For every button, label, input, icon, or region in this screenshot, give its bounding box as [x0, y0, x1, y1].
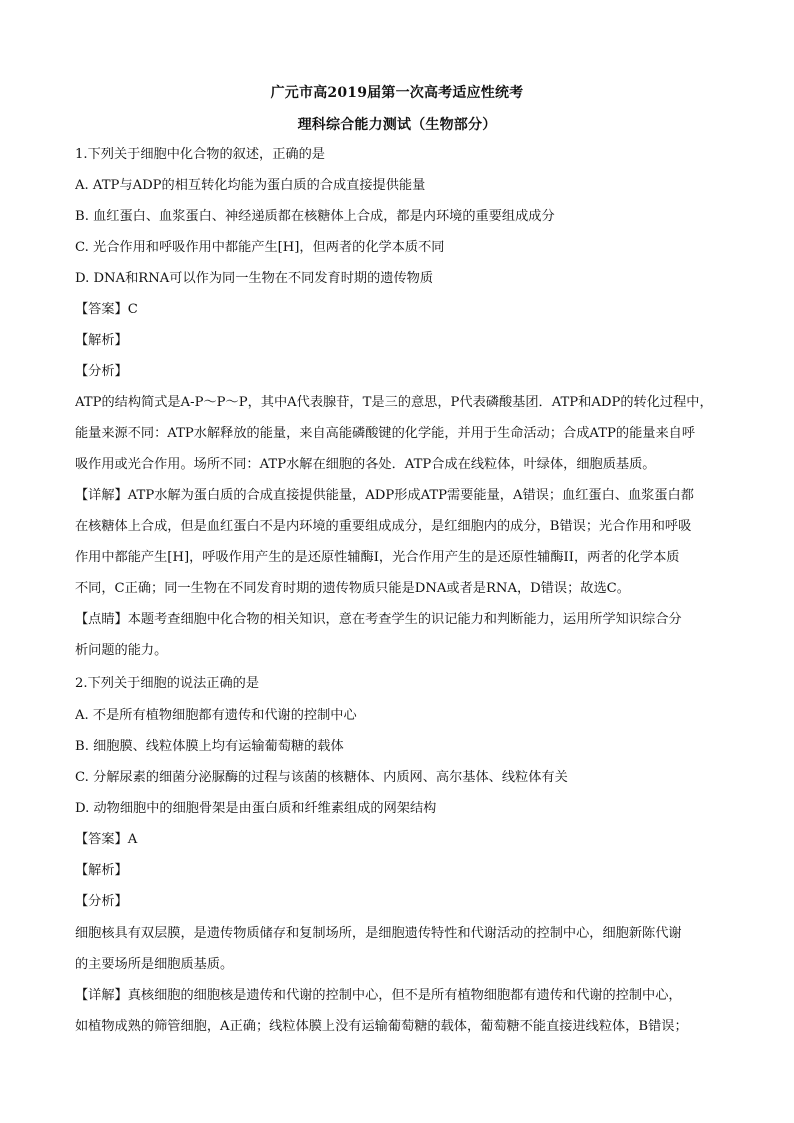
q2-fenxi-line: 的主要场所是细胞质基质。: [75, 957, 234, 972]
q2-analysis-label: 【解析】: [75, 863, 128, 878]
q1-option-b: B. 血红蛋白、血浆蛋白、神经递质都在核糖体上合成，都是内环境的重要组成成分: [75, 209, 555, 224]
q1-dianjing-line: 【点睛】本题考查细胞中化合物的相关知识，意在考查学生的识记能力和判断能力，运用所学知识综合分: [75, 612, 682, 627]
q1-xiangjie-line: 【详解】ATP水解为蛋白质的合成直接提供能量，ADP形成ATP需要能量，A错误；血红蛋白、血浆蛋白都: [75, 488, 694, 503]
q2-stem: 2.下列关于细胞的说法正确的是: [75, 676, 260, 691]
q1-xiangjie-line: 作用中都能产生[H]，呼吸作用产生的是还原性辅酶I，光合作用产生的是还原性辅酶II，两者的化学本质: [75, 550, 680, 565]
q2-answer: 【答案】A: [75, 832, 138, 847]
q2-fenxi-label: 【分析】: [75, 894, 128, 909]
q1-xiangjie-line: 不同，C正确；同一生物在不同发育时期的遗传物质只能是DNA或者是RNA，D错误；故选C。: [75, 581, 630, 596]
q2-xiangjie-line: 如植物成熟的筛管细胞，A正确；线粒体膜上没有运输葡萄糖的载体，葡萄糖不能直接进线粒体，B错误；: [75, 1019, 688, 1034]
q1-option-d: D. DNA和RNA可以作为同一生物在不同发育时期的遗传物质: [75, 271, 434, 286]
q2-fenxi-line: 细胞核具有双层膜，是遗传物质储存和复制场所，是细胞遗传特性和代谢活动的控制中心，细胞新陈代谢: [75, 926, 682, 941]
q1-dianjing-line: 析问题的能力。: [75, 643, 168, 658]
q1-fenxi-line: 能量来源不同：ATP水解释放的能量，来自高能磷酸键的化学能，并用于生命活动；合成ATP的能量来自呼: [75, 426, 696, 441]
q1-analysis-label: 【解析】: [75, 333, 128, 348]
q2-xiangjie-line: 【详解】真核细胞的细胞核是遗传和代谢的控制中心，但不是所有植物细胞都有遗传和代谢的控制中心，: [75, 988, 682, 1003]
q1-xiangjie-line: 在核糖体上合成，但是血红蛋白不是内环境的重要组成成分，是红细胞内的成分，B错误；光合作用和呼吸: [75, 519, 692, 534]
q1-option-c: C. 光合作用和呼吸作用中都能产生[H]，但两者的化学本质不同: [75, 240, 445, 255]
q1-option-a: A. ATP与ADP的相互转化均能为蛋白质的合成直接提供能量: [75, 178, 426, 193]
q2-option-a: A. 不是所有植物细胞都有遗传和代谢的控制中心: [75, 708, 357, 723]
q1-stem: 1.下列关于细胞中化合物的叙述，正确的是: [75, 147, 325, 162]
q1-answer: 【答案】C: [75, 302, 138, 317]
q2-option-d: D. 动物细胞中的细胞骨架是由蛋白质和纤维素组成的网架结构: [75, 801, 437, 816]
q2-option-b: B. 细胞膜、线粒体膜上均有运输葡萄糖的载体: [75, 739, 344, 754]
q1-fenxi-line: 吸作用或光合作用。场所不同：ATP水解在细胞的各处．ATP合成在线粒体，叶绿体，细胞质基质。: [75, 457, 656, 472]
document-subtitle: 理科综合能力测试（生物部分）: [297, 117, 497, 133]
q2-option-c: C. 分解尿素的细菌分泌脲酶的过程与该菌的核糖体、内质网、高尔基体、线粒体有关: [75, 770, 568, 785]
q1-fenxi-line: ATP的结构简式是A-P～P～P，其中A代表腺苷，T是三的意思，P代表磷酸基团．ATP和ADP的转化过程中，: [75, 395, 713, 410]
document-title: 广元市高2019届第一次高考适应性统考: [270, 85, 524, 101]
q1-fenxi-label: 【分析】: [75, 364, 128, 379]
